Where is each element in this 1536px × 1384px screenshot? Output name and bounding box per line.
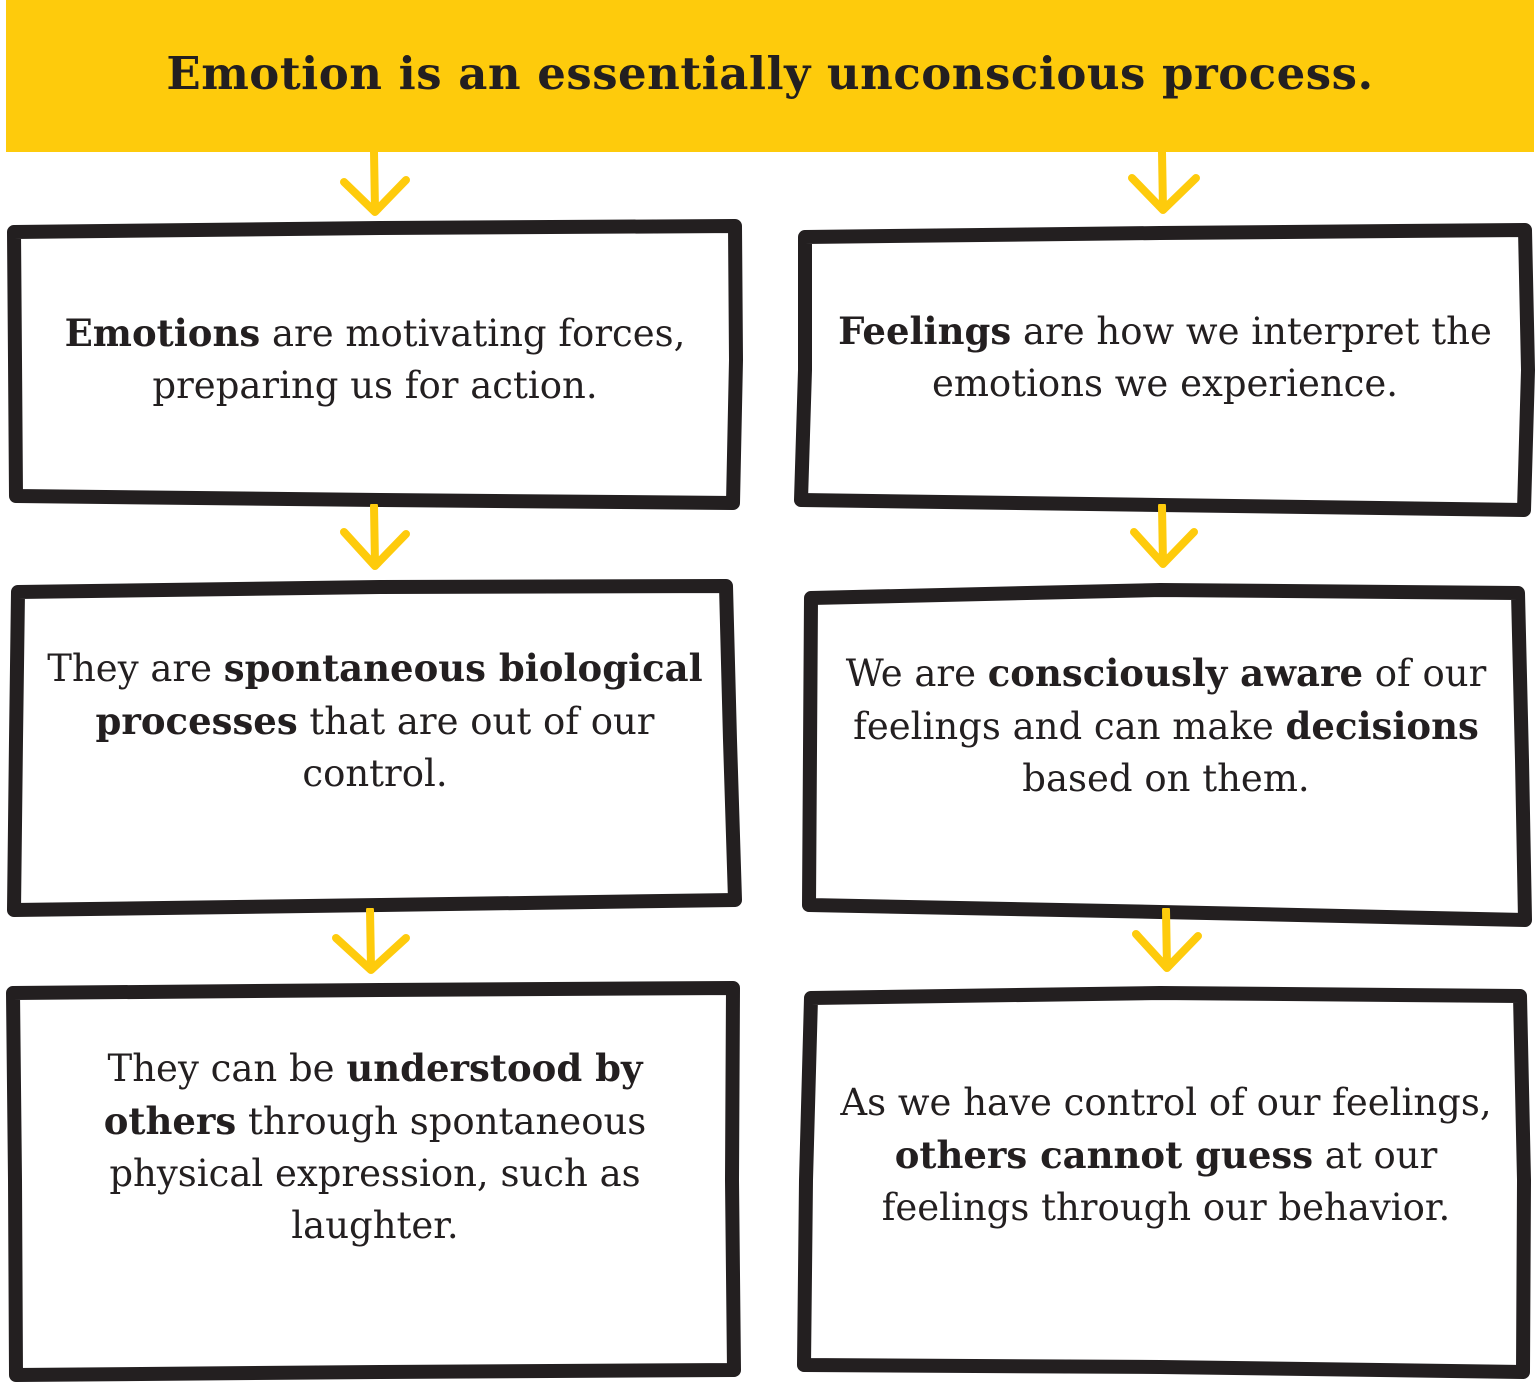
spontaneous-processes-box	[22, 596, 728, 902]
arrow-down-icon	[336, 504, 416, 574]
spontaneous-processes-text: They are spontaneous biological processes that are out of our control.	[47, 646, 703, 795]
arrow-down-icon	[330, 908, 414, 978]
emotions-box	[22, 236, 728, 494]
arrow-down-icon	[1124, 504, 1204, 574]
arrow-down-icon	[336, 150, 416, 220]
arrow-down-icon	[1128, 908, 1208, 978]
others-cannot-guess-box	[816, 1004, 1516, 1360]
feelings-box-text: Feelings are how we interpret the emotions we experience.	[838, 309, 1492, 405]
others-cannot-guess-text: As we have control of our feelings, others cannot guess at our feelings through our behavior.	[840, 1080, 1492, 1229]
understood-by-others-text: They can be understood by others through spontaneous physical expression, such as laughter.	[103, 1046, 647, 1247]
arrow-down-icon	[1124, 150, 1204, 220]
emotions-box-text: Emotions are motivating forces, preparing us for action.	[64, 310, 686, 407]
consciously-aware-box	[818, 600, 1514, 904]
page-title: Emotion is an essentially unconscious process.	[166, 46, 1374, 100]
feelings-box	[812, 240, 1518, 500]
understood-by-others-box	[22, 998, 728, 1366]
consciously-aware-text: We are consciously aware of our feelings and can make decisions based on them.	[845, 651, 1487, 800]
